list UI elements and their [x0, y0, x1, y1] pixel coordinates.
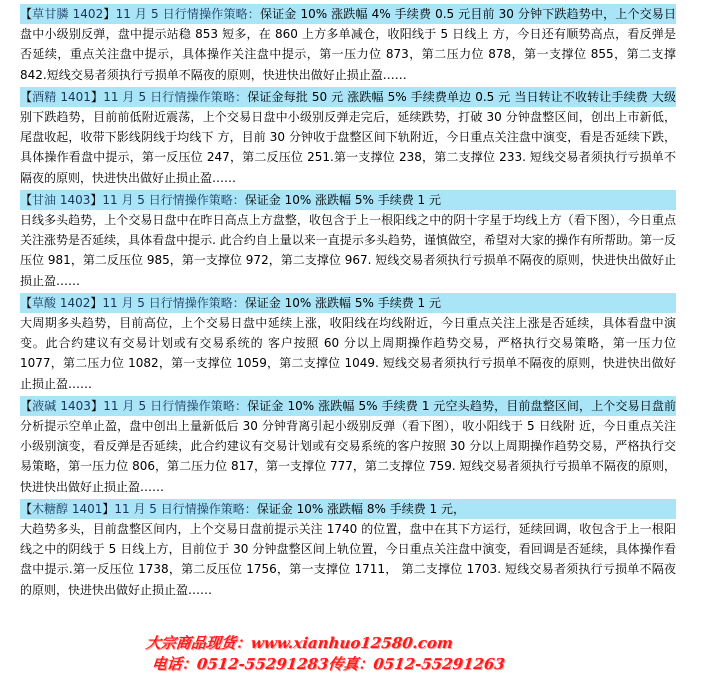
section-text — [20, 499, 676, 519]
section-text — [20, 293, 676, 313]
section-body: 大趋势多头，目前盘整区间内，上个交易日盘前提示关注 1740 的位置，盘中在其下方运行，延续回调，收包含于上一根阳线之中的阴线于 5 日线上方，目前位于 30 分钟盘整区间上轨位置，今日重点关注盘中演变，看回调是否延续，具体操作看盘中提示.第一反压位 1738，第二反压位 1756，第一支撑位 1711， 第二支撑位 1703. 短线交易者须执行亏损单不隔夜的原则，快进快出做好止损止盈…… — [20, 522, 676, 597]
section-header-info: 保证金 10% 涨跌幅 5% 手续费 1 元 — [244, 295, 441, 310]
section-jiujing — [20, 87, 676, 188]
section-text — [20, 396, 676, 497]
footer-website: 大宗商品现货：www.xianhuo12580.com — [145, 634, 454, 652]
section-yejian — [20, 396, 676, 497]
product-title: 【酒精 1401】11 月 5 日行情操作策略： — [20, 89, 248, 104]
section-caoganlin — [20, 4, 676, 85]
product-title: 【甘油 1403】11 月 5 日行情操作策略： — [20, 192, 245, 207]
section-mutangchun — [20, 499, 676, 600]
section-header-info: 保证金 10% 涨跌幅 8% 手续费 1 元， — [256, 501, 465, 516]
section-caosuan — [20, 293, 676, 394]
product-title: 【液碱 1403】11 月 5 日行情操作策略： — [20, 398, 248, 413]
section-body: 保证金 10% 涨跌幅 4% 手续费 0.5 元目前 30 分钟下跌趋势中，上个交易日盘中小级别反弹，盘中提示站稳 853 短多，在 860 上方多单减仓，收阳线于 5 日线上 方，今日还有顺势高点，看反弹是否延续，重点关注盘中提示，具体操作关注盘中提示，第一压力位 873，第二压力位 878，第一支撑位 855，第二支撑 842.短线交易者须执行亏损单不隔夜的原则，快进快出做好止损止盈…… — [20, 7, 676, 82]
product-title: 【草甘膦 1402】11 月 5 日行情操作策略： — [20, 7, 260, 21]
section-body: 保证金每批 50 元 涨跌幅 5% 手续费单边 0.5 元 当日转让不收转让手续费 大级别下跌趋势，目前前低附近震荡，上个交易日盘中小级别反弹走完后，延续跌势，打破 30 分钟盘整区间，创出上市新低，尾盘收起，收带下影线阴线于均线下 方，目前 30 分钟收于盘整区间下轨附近，今日重点关注盘中演变，看是否延续下跌，具体操作看盘中提示，第一反压位 247，第二反压位 251.第一支撑位 238，第二支撑位 233. 短线交易者须执行亏损单不隔夜的原则，快进快出做好止损止盈…… — [20, 89, 676, 185]
section-text — [20, 87, 676, 188]
section-body: 保证金 10% 涨跌幅 5% 手续费 1 元空头趋势，目前盘整区间，上个交易日盘前分析提示空单止盈，盘中创出上量新低后 30 分钟背离引起小级别反弹（看下图），收小阳线于 5 日线附 近，今日重点关注小级别演变，看反弹是否延续，此合约建议有交易计划或有交易系统的客户按照 30 分以上周期操作趋势交易，严格执行交易策略，第一压力位 806，第二压力位 817，第一支撑位 777，第二支撑位 759. 短线交易者须执行亏损单不隔夜的原则，快进快出做好止损止盈…… — [20, 398, 676, 494]
section-text — [20, 4, 676, 85]
footer-phone-fax: 电话：0512-55291283传真：0512-55291263 — [151, 655, 506, 673]
section-text — [20, 190, 676, 210]
section-ganyou — [20, 190, 676, 291]
section-body: 大周期多头趋势，目前高位，上个交易日盘中延续上涨，收阳线在均线附近，今日重点关注上涨是否延续，具体看盘中演变。此合约建议有交易计划或有交易系统的 客户按照 60 分以上周期操作趋势交易，严格执行交易策略，第一压力位 1077，第二压力位 1082，第一支撑位 1059，第二支撑位 1049. 短线交易者须执行亏损单不隔夜的原则，快进快出做好止损止盈…… — [20, 316, 676, 391]
document-body — [20, 4, 676, 600]
section-body: 日线多头趋势，上个交易日盘中在昨日高点上方盘整，收包含于上一根阳线之中的阴十字星于均线上方（看下图），今日重点关注涨势是否延续，具体看盘中提示. 此合约自上量以来一直提示多头趋势，谨慎做空，希望对大家的操作有所帮助。第一反压位 981，第二反压位 985，第一支撑位 972，第二支撑位 967. 短线交易者须执行亏损单不隔夜的原则，快进快出做好止损止盈…… — [20, 213, 676, 288]
product-title: 【木糖醇 1401】11 月 5 日行情操作策略： — [20, 501, 257, 516]
product-title: 【草酸 1402】11 月 5 日行情操作策略： — [20, 295, 245, 310]
section-header-info: 保证金 10% 涨跌幅 5% 手续费 1 元 — [244, 192, 441, 207]
